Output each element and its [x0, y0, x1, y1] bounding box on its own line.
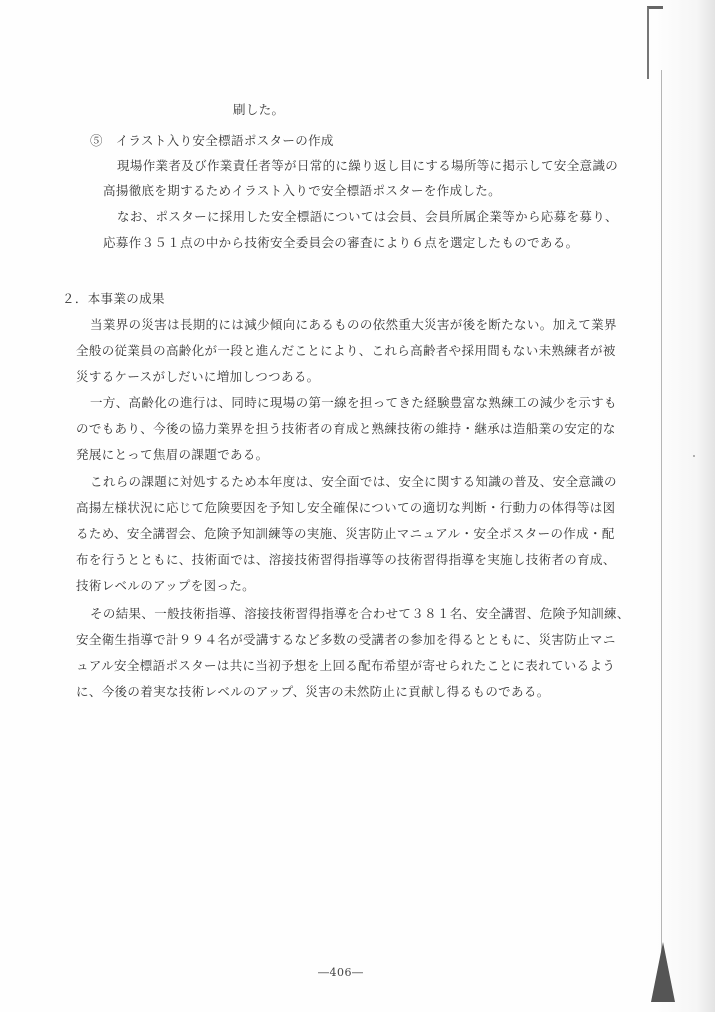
text-line: のでもあり、今後の協力業界を担う技術者の育成と熟練技術の維持・継承は造船業の安定的な [76, 421, 616, 436]
text-line: その結果、一般技術指導、溶接技術習得指導を合わせて３８１名、安全講習、危険予知訓練、 [90, 606, 630, 621]
scan-edge-line [661, 70, 662, 990]
text-line: なお、ポスターに採用した安全標語については会員、会員所属企業等から応募を募り、 [117, 209, 618, 224]
text-line: 高揚徹底を期するためイラスト入りで安全標語ポスターを作成した。 [103, 183, 501, 198]
text-line: 発展にとって焦眉の課題である。 [76, 447, 269, 462]
text-line: 一方、高齢化の進行は、同時に現場の第一線を担ってきた経験豊富な熟練工の減少を示すも [90, 395, 617, 410]
section-heading: ２．本事業の成果 [62, 291, 165, 306]
text-line: 災するケースがしだいに増加しつつある。 [76, 369, 320, 384]
text-line: 刷した。 [233, 102, 285, 117]
text-line: 布を行うとともに、技術面では、溶接技術習得指導等の技術習得指導を実施し技術者の育成、 [76, 552, 616, 567]
page-number: ―406― [318, 966, 364, 979]
text-line: 技術レベルのアップを図った。 [76, 578, 256, 593]
text-line: 当業界の災害は長期的には減少傾向にあるものの依然重大災害が後を断たない。加えて業界 [90, 317, 617, 332]
scan-corner-mark [647, 6, 663, 79]
text-line: ュアル安全標語ポスターは共に当初予想を上回る配布希望が寄せられたことに表れているよう [76, 658, 616, 673]
text-line: 現場作業者及び作業責任者等が日常的に繰り返し目にする場所等に掲示して安全意識の [117, 158, 619, 173]
text-line: 全般の従業員の高齢化が一段と進んだことにより、これら高齢者や採用間もない未熟練者が被 [76, 343, 616, 358]
text-line: るため、安全講習会、危険予知訓練等の実施、災害防止マニュアル・安全ポスターの作成・配 [76, 526, 615, 541]
scan-corner-mark-bottom [651, 942, 675, 1002]
section-heading: ⑤ イラスト入り安全標語ポスターの作成 [90, 133, 334, 148]
text-line: 応募作３５１点の中から技術安全委員会の審査により６点を選定したものである。 [103, 235, 579, 250]
text-line: に、今後の着実な技術レベルのアップ、災害の未然防止に貢献し得るものである。 [76, 684, 550, 699]
scan-binding-edge [655, 0, 715, 1012]
scan-speck [693, 455, 695, 457]
text-line: 高揚左様状況に応じて危険要因を予知し安全確保についての適切な判断・行動力の体得等は図 [76, 500, 616, 515]
text-line: 安全衛生指導で計９９４名が受講するなど多数の受講者の参加を得るとともに、災害防止マニ [76, 632, 616, 647]
text-line: これらの課題に対処するため本年度は、安全面では、安全に関する知識の普及、安全意識の [90, 474, 617, 489]
